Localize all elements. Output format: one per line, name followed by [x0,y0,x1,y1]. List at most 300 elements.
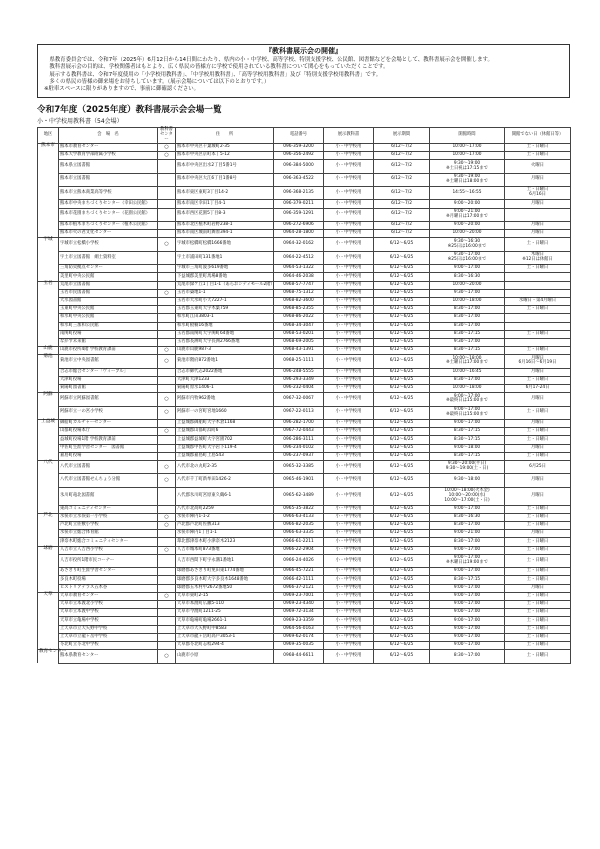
venue-name-cell: 上天草市立大矢野中学校 [59,625,158,633]
hours-cell [430,609,505,617]
closed-line: 土・日曜日 [526,409,549,415]
hours-cell [430,338,505,346]
period-cell: 6/12～6/25 [374,538,430,546]
period-cell: 6/12～6/25 [374,513,430,521]
hours-line: ※土日祝は17:15まで [446,165,488,171]
center-mark-cell [158,314,176,322]
hours-cell [430,522,505,530]
books-cell: 小・中学校用 [324,505,374,513]
area-cell [38,330,59,338]
hours-cell [430,306,505,314]
venue-name-cell: 三角防災拠点センター [59,265,158,273]
table-row [38,617,571,625]
closed-line: 土・日曜日 [526,330,549,336]
period-cell: 6/12～6/25 [374,330,430,338]
center-mark-cell [158,601,176,609]
tel-cell: 0966-82-2035 [274,522,324,530]
address-cell: 荒尾市緑ケ丘1丁目1-1（あらおシティモール2階） [176,281,274,289]
closed-line: 土・日曜日 [526,642,549,648]
books-cell: 小・中学校用 [324,322,374,330]
tel-cell: 0969-23-4340 [274,601,324,609]
center-mark-cell [158,385,176,393]
closed-cell [505,513,571,521]
hours-line: 10:00～17:00 [452,144,482,150]
tel-cell: 0968-75-1312 [274,289,324,297]
hours-line: 10:00～17:00 [452,152,482,158]
hours-line: ※25日は16:00まで [447,257,487,263]
table-row [38,538,571,546]
books-cell: 小・中学校用 [324,297,374,305]
center-mark-cell: ○ [158,347,176,355]
venue-name-cell: 熊本市教育センター [59,143,158,151]
period-cell: 6/12～6/25 [374,554,430,567]
address-cell: 球磨郡多良木町大字多良木1648番地 [176,576,274,584]
tel-cell: 0965-46-1901 [274,474,324,487]
table-row [38,322,571,330]
hours-cell [430,474,505,487]
area-cell [38,200,59,208]
books-cell: 小・中学校用 [324,522,374,530]
address-cell: 熊本市中央区出水2丁目5番1号 [176,160,274,173]
hours-cell [430,625,505,633]
closed-cell [505,238,571,251]
center-mark-cell [158,273,176,281]
hours-line: 10:00～18:00 [452,298,482,304]
table-row [38,376,571,384]
tel-cell: 096-363-4522 [274,173,324,186]
address-cell: 天草市今渡町1211-25 [176,609,274,617]
center-mark-cell [158,487,176,505]
tel-cell: 0966-37-2121 [274,584,324,592]
center-mark-cell: ○ [158,355,176,368]
hours-line: 9:00～21:00 [453,208,481,214]
period-cell: 6/12～6/25 [374,251,430,264]
books-cell: 小・中学校用 [324,265,374,273]
closed-cell [505,330,571,338]
hours-line: 9:30～19:00 [453,160,481,166]
center-mark-cell [158,322,176,330]
books-cell: 小・中学校用 [324,222,374,230]
table-row [38,222,571,230]
notice-title: 『教科書展示会の開催』 [265,47,342,55]
closed-cell [505,554,571,567]
closed-cell [505,355,571,368]
closed-line: 月曜日 [531,368,544,374]
address-cell: 八代市北高町2259 [176,505,274,513]
hours-cell [430,160,505,173]
area-cell: 教育センター [38,650,59,663]
tel-cell: 0969-72-3134 [274,609,324,617]
hours-cell [430,143,505,151]
tel-cell: 0964-22-4512 [274,251,324,264]
center-mark-cell [158,306,176,314]
area-cell [38,428,59,436]
address-cell: 球磨郡あさぎり町免田東1774番地 [176,568,274,576]
hours-cell [430,592,505,600]
table-row [38,238,571,251]
hours-cell [430,487,505,505]
center-mark-cell [158,376,176,384]
area-cell [38,530,59,538]
hours-line: 9:00～17:00 [453,625,481,631]
hours-line: 8:30～17:00 [453,322,481,328]
area-cell [38,187,59,200]
table-row [38,200,571,208]
table-row [38,546,571,554]
period-cell: 6/12～7/2 [374,160,430,173]
area-cell [38,474,59,487]
hours-line: 10:00～20:00 [452,281,482,287]
closed-cell [505,406,571,419]
center-mark-cell [158,436,176,444]
center-mark-cell [158,200,176,208]
hours-line: 9:00～17:00 [453,568,481,574]
address-cell: 上益城郡御船町大字木倉1168 [176,420,274,428]
table-row [38,554,571,567]
tel-cell: 0968-69-2005 [274,338,324,346]
address-cell: 宇城市松橋町松橋1666番地 [176,238,274,251]
venue-name-cell: 水俣市立水俣第一小学校 [59,513,158,521]
tel-cell: 096-379-0211 [274,200,324,208]
tel-cell: 0968-85-2355 [274,306,324,314]
hours-line: 8:30～17:15 [453,347,481,353]
closed-line: 土・日曜日 [526,617,549,623]
closed-line: 土・日曜日 [526,265,549,271]
table-row [38,444,571,452]
hours-cell [430,152,505,160]
notice-paragraph: 教科書展示会の目的は、学校関係者はもとより、広く県民の皆様方に学校で使用されている教科書について関心をもっていただくことです。 [44,64,389,71]
center-mark-cell [158,625,176,633]
hours-line: 10:00～18:00 [452,385,482,391]
closed-line: 月曜日 [531,230,544,236]
hours-line: 9:00～20:00 [453,200,481,206]
area-cell [38,265,59,273]
closed-line: 土・日曜日 [526,522,549,528]
closed-cell [505,347,571,355]
hours-line: 8:30～16:30 [453,514,481,520]
period-cell: 6/12～7/2 [374,222,430,230]
table-row [38,609,571,617]
hours-line: 10:00～20:00 [452,230,482,236]
books-cell: 小・中学校用 [324,200,374,208]
tel-cell: 096-368-2135 [274,187,324,200]
hours-cell [430,222,505,230]
hours-line: 9:30～19:00 [453,173,481,179]
closed-line: 土・日曜日 [526,347,549,353]
area-cell: 玉名 [38,281,59,289]
venue-name-cell: 熊本県教育センター [59,650,158,663]
books-cell: 小・中学校用 [324,306,374,314]
area-cell [38,297,59,305]
closed-line: 月曜日 [531,395,544,401]
table-header-row [38,128,571,144]
books-cell: 小・中学校用 [324,584,374,592]
hours-cell [430,289,505,297]
closed-cell [505,487,571,505]
closed-cell [505,314,571,322]
table-row [38,513,571,521]
tel-cell: 0966-61-2211 [274,538,324,546]
period-cell: 6/12～6/25 [374,238,430,251]
address-cell: 人吉市城本町873番地 [176,546,274,554]
closed-line: 6月25日 [529,463,546,469]
closed-line: 土・日曜日 [526,241,549,247]
address-cell: 上益城郡山都町浜町6 [176,428,274,436]
venue-name-cell: 上天草市立龍ヶ岳中学校 [59,633,158,641]
closed-line: ※12日は休館日 [522,257,553,263]
hours-cell [430,420,505,428]
tel-cell: 0964-28-1800 [274,230,324,238]
period-cell: 6/12～6/25 [374,617,430,625]
hours-line: 9:30～16:30 [453,238,481,244]
tel-cell: 0969-23-3359 [274,617,324,625]
books-cell: 小・中学校用 [324,428,374,436]
area-cell [38,576,59,584]
address-cell: 上益城郡甲佐町大字岩下119-4 [176,444,274,452]
hours-cell [430,347,505,355]
header-venue: 会 場 名 [59,128,158,144]
hours-cell [430,444,505,452]
address-cell: 玉名郡南関町大字関町64番地 [176,330,274,338]
closed-cell [505,568,571,576]
center-mark-cell: ○ [158,513,176,521]
tel-cell: 0968-86-2022 [274,314,324,322]
center-mark-cell [158,420,176,428]
table-row [38,230,571,238]
area-cell: 八代 [38,460,59,473]
hours-line: 9:00～17:00 [453,642,481,648]
header-tel: 電話番号 [274,128,324,144]
hours-line: 9:00～17:00 [453,265,481,271]
hours-cell [430,187,505,200]
tel-cell: 096-248-5555 [274,368,324,376]
address-cell: 上益城郡益城町大字宮園702 [176,436,274,444]
center-mark-cell [158,505,176,513]
hours-cell [430,460,505,473]
notice-paragraph: 多くの県民の皆様の御来場をお待ちしています。（展示会場については以下のとおりです。） [44,78,270,85]
period-cell: 6/12～6/25 [374,474,430,487]
tel-cell: 0967-72-0443 [274,428,324,436]
closed-line: 月曜日 [531,355,544,361]
hours-cell [430,376,505,384]
address-cell: 玉名郡玉東町大字木葉759 [176,306,274,314]
address-cell: 熊本市南区城南町舞原394-1 [176,230,274,238]
area-cell: 芦北 [38,513,59,521]
area-cell [38,152,59,160]
books-cell: 小・中学校用 [324,513,374,521]
venue-name-cell: 芦北町立佐敷小学校 [59,522,158,530]
area-cell [38,538,59,546]
hours-line: 10:00～20:00(水) [448,492,486,498]
hours-cell [430,251,505,264]
center-mark-cell [158,265,176,273]
table-row [38,641,571,649]
table-row [38,281,571,289]
closed-cell [505,368,571,376]
venue-name-cell: 熊本市植木まちづくりセンター（植木公民館） [59,222,158,230]
closed-cell [505,601,571,609]
closed-line: 6月16日 [529,192,546,198]
hours-cell [430,265,505,273]
center-mark-cell: ○ [158,474,176,487]
venue-name-cell: 荒尾市立図書館 [59,281,158,289]
notice-paragraph: 展示する教科書は、令和7年度使用の「小学校用教科書」、「中学校用教科書」、「高等学校用教科書」及び「特別支援学校用教科書」です。 [44,71,382,78]
venue-name-cell: ながす未来館 [59,338,158,346]
books-cell: 小・中学校用 [324,338,374,346]
period-cell: 6/12～6/25 [374,297,430,305]
books-cell: 小・中学校用 [324,393,374,406]
center-mark-cell: ○ [158,428,176,436]
table-row [38,530,571,538]
books-cell: 小・中学校用 [324,460,374,473]
period-cell: 6/12～6/25 [374,530,430,538]
hours-cell [430,230,505,238]
tel-cell: 096-293-3349 [274,376,324,384]
closed-line: 土・日曜日 [526,436,549,442]
hours-line: 9:00～17:00 [453,546,481,552]
notice-paragraph: 県教育委員会では、令和7年（2025年）6月12日から14日間にわたり、県内の小・中学校、高等学校、特別支援学校、公民館、図書館などを会場として、教科書展示会を開催します。 [44,57,493,64]
period-cell: 6/12～6/25 [374,436,430,444]
venue-name-cell: 山鹿市役所4階 学校教育課前 [59,347,158,355]
period-cell: 6/12～6/25 [374,393,430,406]
closed-line: 土・日曜日 [526,505,549,511]
period-cell: 6/12～6/25 [374,355,430,368]
closed-line: 月曜日 [531,530,544,536]
closed-cell [505,306,571,314]
hours-line: 10:00～18:00 [452,355,482,361]
hours-cell [430,650,505,663]
venue-name-cell: 合志市総合センター「ヴィーブル」 [59,368,158,376]
hours-line: ※最終日は15:00まで [446,398,488,404]
closed-cell [505,143,571,151]
address-cell: 熊本市東区東町3丁目14-2 [176,187,274,200]
closed-cell [505,273,571,281]
closed-cell [505,222,571,230]
period-cell: 6/12～6/25 [374,420,430,428]
address-cell: 阿蘇市一の宮町宮地1660 [176,406,274,419]
hours-cell [430,238,505,251]
tel-cell: 096-384-5000 [274,160,324,173]
center-mark-cell [158,554,176,567]
hours-line: 8:30～17:15 [453,330,481,336]
period-cell: 6/12～6/25 [374,273,430,281]
period-cell: 6/12～6/25 [374,322,430,330]
period-cell: 6/12～6/25 [374,452,430,460]
tel-cell: 0964-56-0163 [274,625,324,633]
hours-line: 9:00～17:00 [453,406,481,412]
tel-cell: 096-359-3200 [274,143,324,151]
hours-line: 9:30～20:00(平日) [447,461,487,467]
books-cell: 小・中学校用 [324,160,374,173]
center-mark-cell [158,609,176,617]
address-cell: 八代市北の丸町2-35 [176,460,274,473]
books-cell: 小・中学校用 [324,487,374,505]
table-row [38,143,571,151]
closed-line: 土・日曜日 [526,625,549,631]
hours-line: ※木曜日は19:00まで [446,560,488,566]
hours-cell [430,297,505,305]
venue-name-cell: 熊本市中央まちづくりセンター（幸田公民館） [59,200,158,208]
tel-cell: 0964-53-1322 [274,265,324,273]
closed-cell [505,420,571,428]
area-cell [38,444,59,452]
venue-name-cell: 菊陽町図書館 [59,385,158,393]
closed-cell [505,617,571,625]
closed-line: 火曜日 [531,163,544,169]
hours-cell [430,641,505,649]
hours-line: 9:00～17:00 [453,505,481,511]
tel-cell: 0968-34-3047 [274,322,324,330]
table-row [38,428,571,436]
header-area: 地区 [38,128,59,144]
area-cell: 上益城 [38,420,59,428]
period-cell: 6/12～7/2 [374,152,430,160]
tel-cell: 0968-44-6611 [274,650,324,663]
header-period: 展示期間 [374,128,430,144]
venue-name-cell: 阿蘇市立一の宮小学校 [59,406,158,419]
hours-line: ※月曜日は17:00まで [446,213,488,219]
hours-line: 9:00～17:00 [453,584,481,590]
table-row [38,355,571,368]
hours-cell [430,568,505,576]
closed-cell [505,281,571,289]
address-cell: 菊陽町原水1406-1 [176,385,274,393]
center-mark-cell [158,230,176,238]
center-mark-cell: ○ [158,289,176,297]
period-cell: 6/12～6/25 [374,487,430,505]
books-cell: 小・中学校用 [324,474,374,487]
area-cell [38,568,59,576]
area-cell: 阿蘇 [38,393,59,406]
table-row [38,173,571,186]
table-row [38,208,571,221]
table-row [38,452,571,460]
closed-line: 木曜日 [531,252,544,258]
area-cell [38,406,59,419]
address-cell: 阿蘇市内牧962番地 [176,393,274,406]
tel-cell: 0969-23-7001 [274,592,324,600]
address-cell: 上益城郡嘉島町上島543 [176,452,274,460]
area-cell [38,617,59,625]
center-mark-cell [158,568,176,576]
tel-cell: 096-359-1291 [274,208,324,221]
venue-name-cell: 氷川町竜北図書館 [59,487,158,505]
address-cell: 上天草市龍ヶ岳町高戸3053-1 [176,633,274,641]
address-cell: 熊本市南区幸田1丁目4-1 [176,200,274,208]
area-cell: 天草 [38,592,59,600]
closed-line: 土・日曜日 [526,568,549,574]
address-cell: 和水町板楠16番地 [176,322,274,330]
venue-name-cell: 熊本大学教育学部附属小学校 [59,152,158,160]
table-row [38,368,571,376]
closed-cell [505,452,571,460]
period-cell: 6/12～7/2 [374,173,430,186]
venue-name-cell: 八代市立図書館 [59,460,158,473]
area-cell [38,554,59,567]
period-cell: 6/12～6/25 [374,338,430,346]
venue-name-cell: 甲佐町生涯学習センター 図書館 [59,444,158,452]
table-body [38,143,571,663]
address-cell: 下益城郡美里町馬場8番地 [176,273,274,281]
hours-line: 9:00～18:00 [453,444,481,450]
period-cell: 6/12～6/25 [374,625,430,633]
address-cell: 熊本市北区植木町岩野238-1 [176,222,274,230]
period-cell: 6/12～7/2 [374,143,430,151]
closed-line: 土・日曜日 [526,557,549,563]
table-row [38,625,571,633]
tel-cell: 096-286-3111 [274,436,324,444]
hours-cell [430,576,505,584]
